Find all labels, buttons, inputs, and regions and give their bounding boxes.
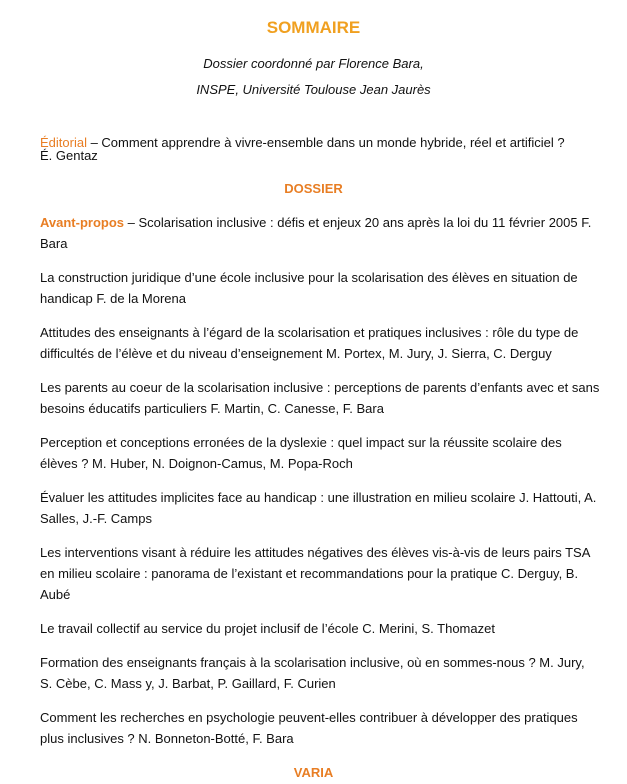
article-entry[interactable]: Le travail collectif au service du projet inclusif de l’école C. Merini, S. Thomazet — [40, 621, 495, 636]
article-entry[interactable]: Les parents au coeur de la scolarisation inclusive : perceptions de parents d’enfants avec et sans besoins éducatifs particuliers F. Martin, C. Canesse, F. Bara — [40, 380, 600, 416]
article-entry[interactable]: Formation des enseignants français à la scolarisation inclusive, où en sommes-nous ? M. Jury, S. Cèbe, C. Mass y, J. Barbat, P. Gaillard, F. Curien — [40, 655, 585, 691]
section-varia: VARIA — [293, 765, 334, 780]
editorial-label[interactable]: Éditorial — [40, 135, 87, 150]
editorial-title: – Comment apprendre à vivre-ensemble dans un monde hybride, réel et artificiel ? — [86, 135, 565, 150]
page-title: SOMMAIRE — [266, 18, 361, 37]
coordinator-line: Dossier coordonné par Florence Bara, — [203, 56, 424, 71]
avant-propos-title: – Scolarisation inclusive : défis et enjeux 20 ans après la loi du 11 février 2005 F. Bara — [40, 215, 592, 251]
article-entry[interactable]: La construction juridique d’une école inclusive pour la scolarisation des élèves en situation de handicap F. de la Morena — [40, 270, 578, 306]
article-entry[interactable]: Comment les recherches en psychologie peuvent-elles contribuer à développer des pratiques plus inclusives ? N. Bonneton-Botté, F. Bara — [40, 710, 578, 746]
article-entry[interactable]: Perception et conceptions erronées de la dyslexie : quel impact sur la réussite scolaire des élèves ? M. Huber, N. Doignon-Camus, M. Popa-Roch — [40, 435, 562, 471]
article-entry[interactable]: Les interventions visant à réduire les attitudes négatives des élèves vis-à-vis de leurs pairs TSA en milieu scolaire : panorama de l’existant et recommandations pour la pratique C. Derguy, B. Aubé — [40, 545, 590, 602]
institution-line: INSPE, Université Toulouse Jean Jaurès — [196, 82, 431, 97]
section-dossier: DOSSIER — [284, 181, 343, 196]
avant-propos-label[interactable]: Avant-propos — [40, 215, 125, 230]
article-entry[interactable]: Attitudes des enseignants à l’égard de la scolarisation et pratiques inclusives : rôle du type de difficultés de l’élève et du niveau d’enseignement M. Portex, M. Jury, J. Sierra, C. Derguy — [40, 325, 579, 361]
editorial-entry[interactable] — [40, 136, 600, 162]
article-entry[interactable]: Évaluer les attitudes implicites face au handicap : une illustration en milieu scolaire J. Hattouti, A. Salles, J.-F. Camps — [40, 490, 597, 526]
avant-propos-entry[interactable] — [40, 212, 600, 254]
editorial-author: É. Gentaz — [40, 148, 98, 163]
